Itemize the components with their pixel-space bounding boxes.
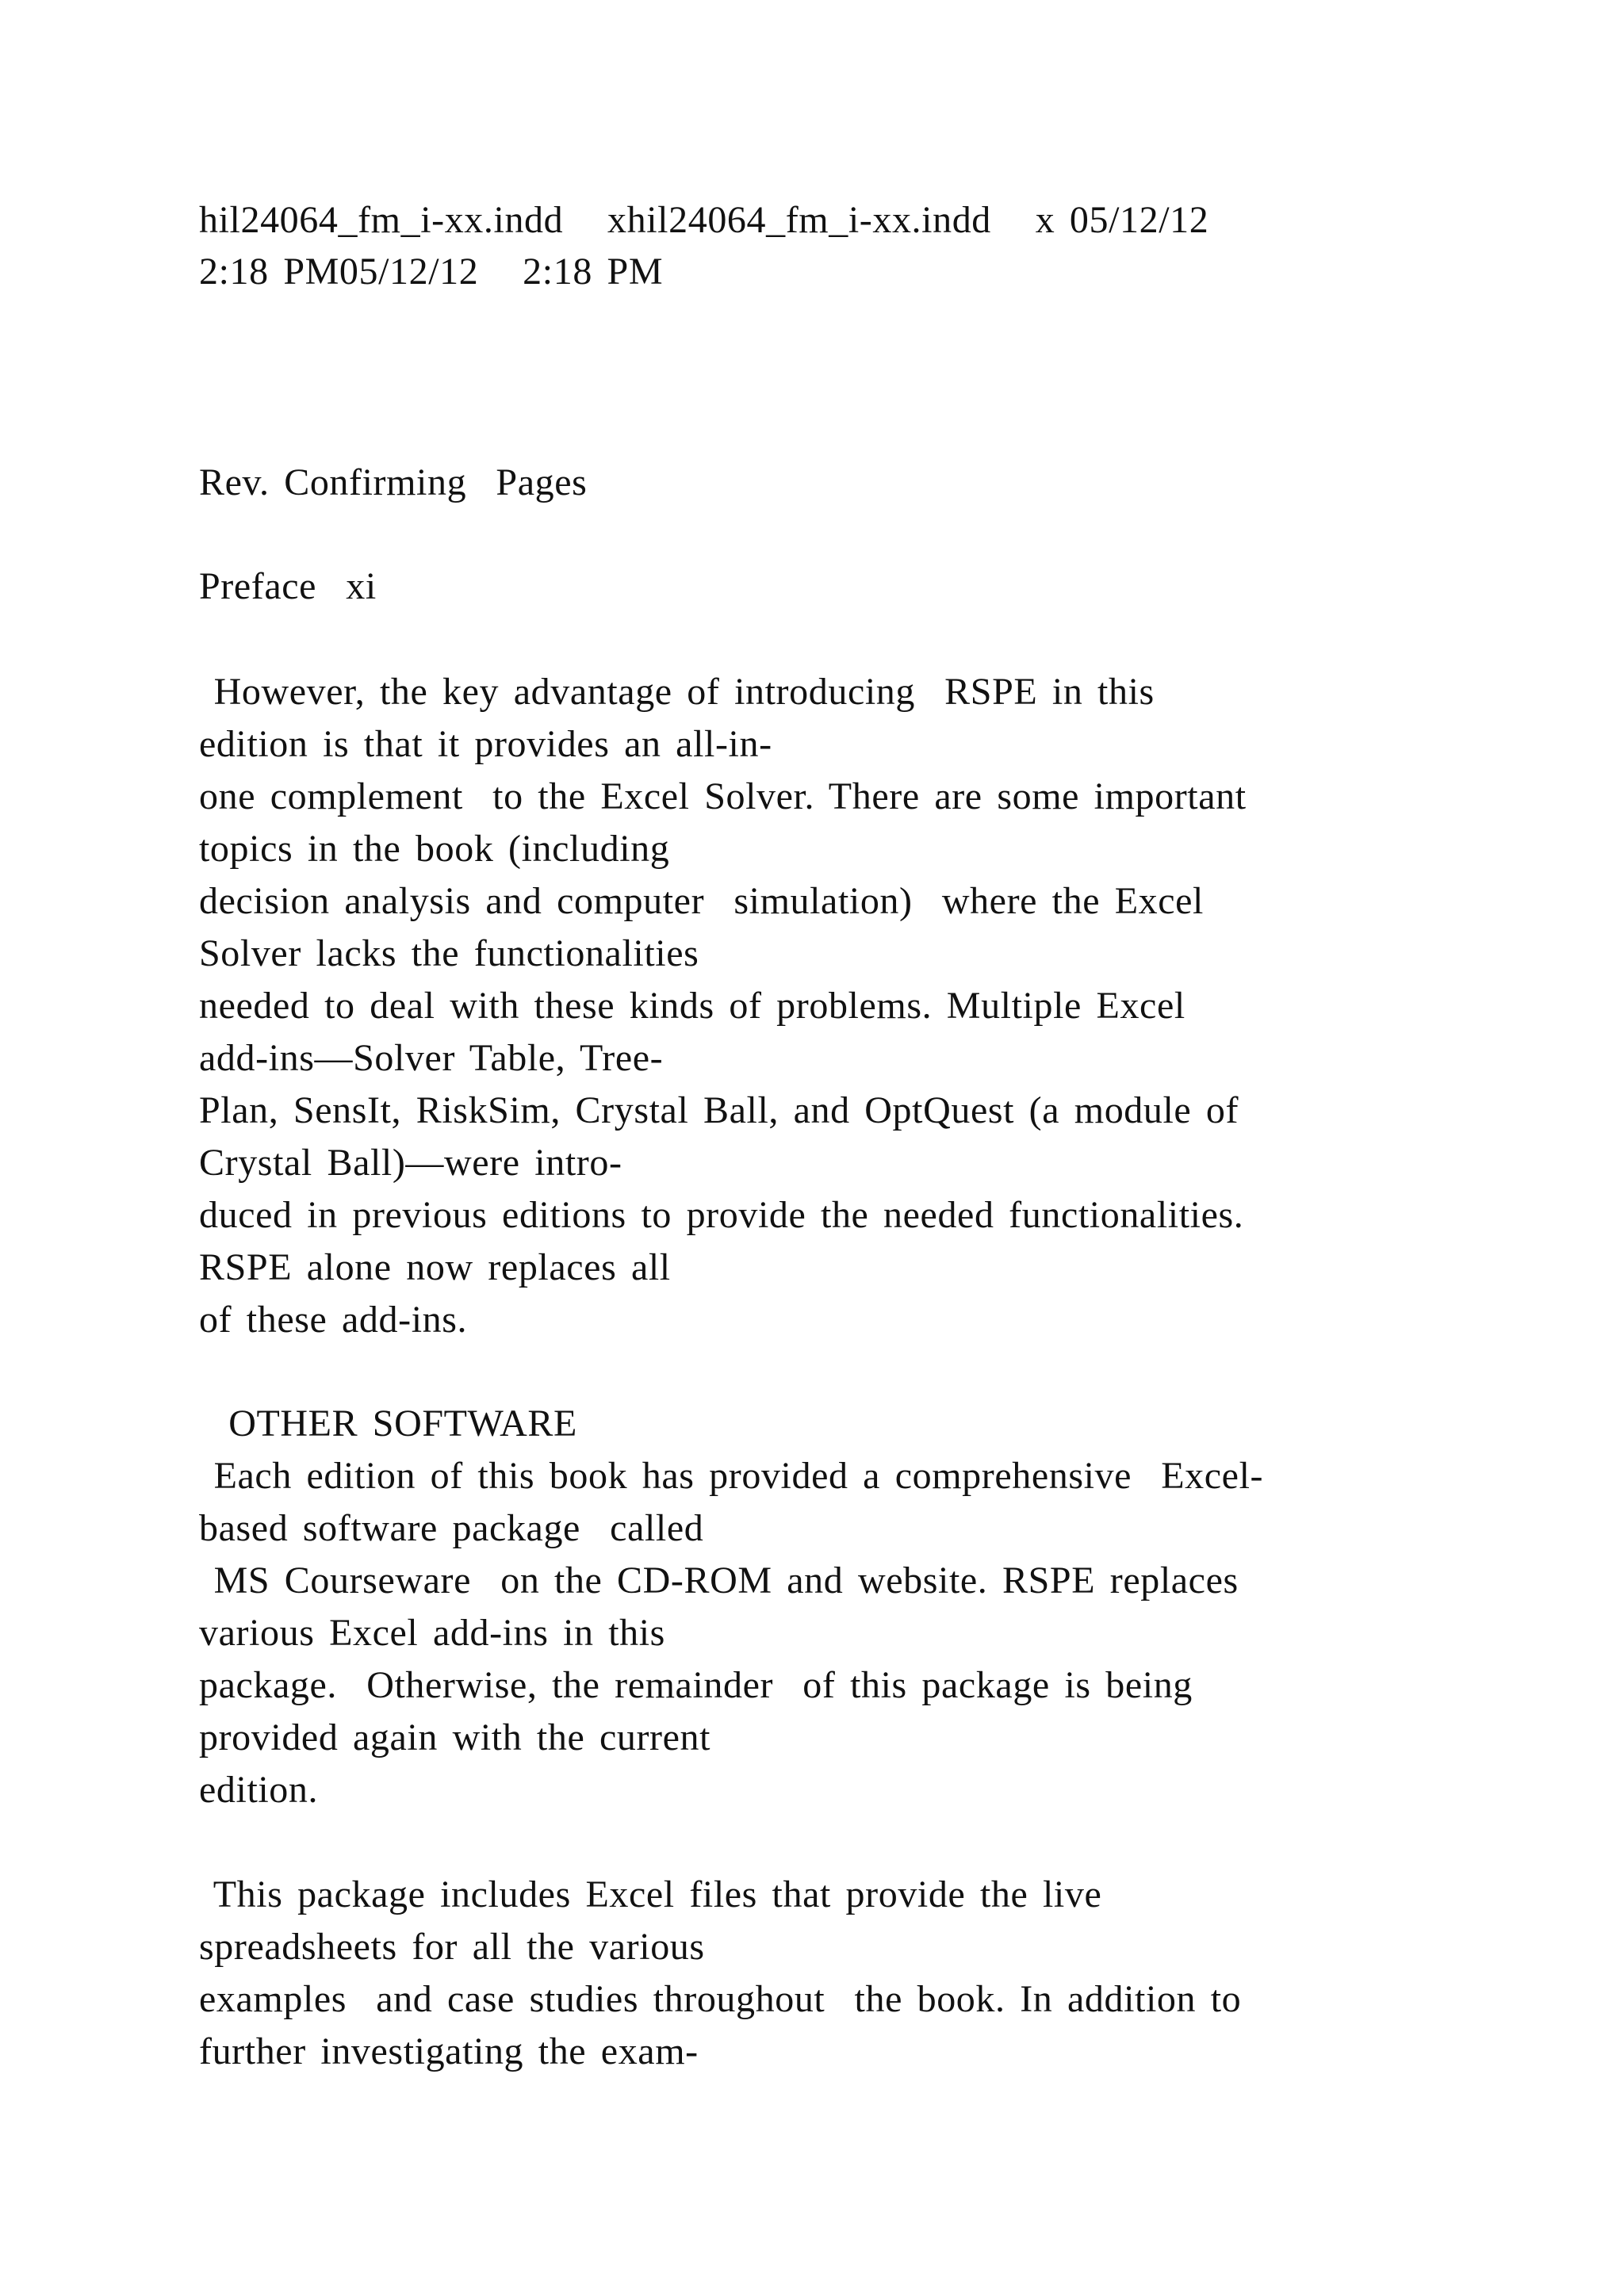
paragraph-line: RSPE alone now replaces all bbox=[199, 1246, 671, 1288]
file-header-line-1: hil24064_fm_i-xx.indd xhil24064_fm_i-xx.indd x 05/12/12 bbox=[199, 199, 1209, 241]
paragraph-line: Each edition of this book has provided a comprehensive Excel- bbox=[199, 1455, 1264, 1497]
paragraph-line: However, the key advantage of introducing RSPE in this bbox=[199, 671, 1155, 713]
running-header: Rev. Confirming Pages bbox=[199, 461, 588, 503]
page-header: Preface xi bbox=[199, 565, 377, 607]
paragraph-line: needed to deal with these kinds of problems. Multiple Excel bbox=[199, 985, 1185, 1027]
file-header-line-2: 2:18 PM05/12/12 2:18 PM bbox=[199, 251, 664, 293]
paragraph-line: spreadsheets for all the various bbox=[199, 1926, 705, 1968]
paragraph-line: package. Otherwise, the remainder of this package is being bbox=[199, 1664, 1193, 1706]
paragraph-line: This package includes Excel files that provide the live bbox=[199, 1873, 1102, 1915]
paragraph-line: Solver lacks the functionalities bbox=[199, 932, 699, 974]
paragraph-line: Crystal Ball)—were intro- bbox=[199, 1142, 622, 1184]
paragraph-line: MS Courseware on the CD-ROM and website. RSPE replaces bbox=[199, 1559, 1239, 1601]
section-heading: OTHER SOFTWARE bbox=[199, 1402, 577, 1445]
paragraph-line: Plan, SensIt, RiskSim, Crystal Ball, and OptQuest (a module of bbox=[199, 1089, 1239, 1131]
paragraph-line: duced in previous editions to provide the needed functionalities. bbox=[199, 1194, 1244, 1236]
paragraph-line: decision analysis and computer simulation) where the Excel bbox=[199, 880, 1204, 922]
paragraph-line: one complement to the Excel Solver. There are some important bbox=[199, 775, 1247, 817]
paragraph-line: of these add-ins. bbox=[199, 1299, 468, 1341]
paragraph-line: topics in the book (including bbox=[199, 828, 670, 870]
paragraph-line: further investigating the exam- bbox=[199, 2030, 699, 2072]
paragraph-line: based software package called bbox=[199, 1507, 704, 1549]
paragraph-line: add-ins—Solver Table, Tree- bbox=[199, 1037, 664, 1079]
paragraph-line: edition. bbox=[199, 1769, 319, 1811]
paragraph-line: various Excel add-ins in this bbox=[199, 1612, 665, 1654]
paragraph-line: edition is that it provides an all-in- bbox=[199, 723, 772, 765]
paragraph-line: provided again with the current bbox=[199, 1716, 711, 1758]
paragraph-line: examples and case studies throughout the book. In addition to bbox=[199, 1978, 1242, 2020]
